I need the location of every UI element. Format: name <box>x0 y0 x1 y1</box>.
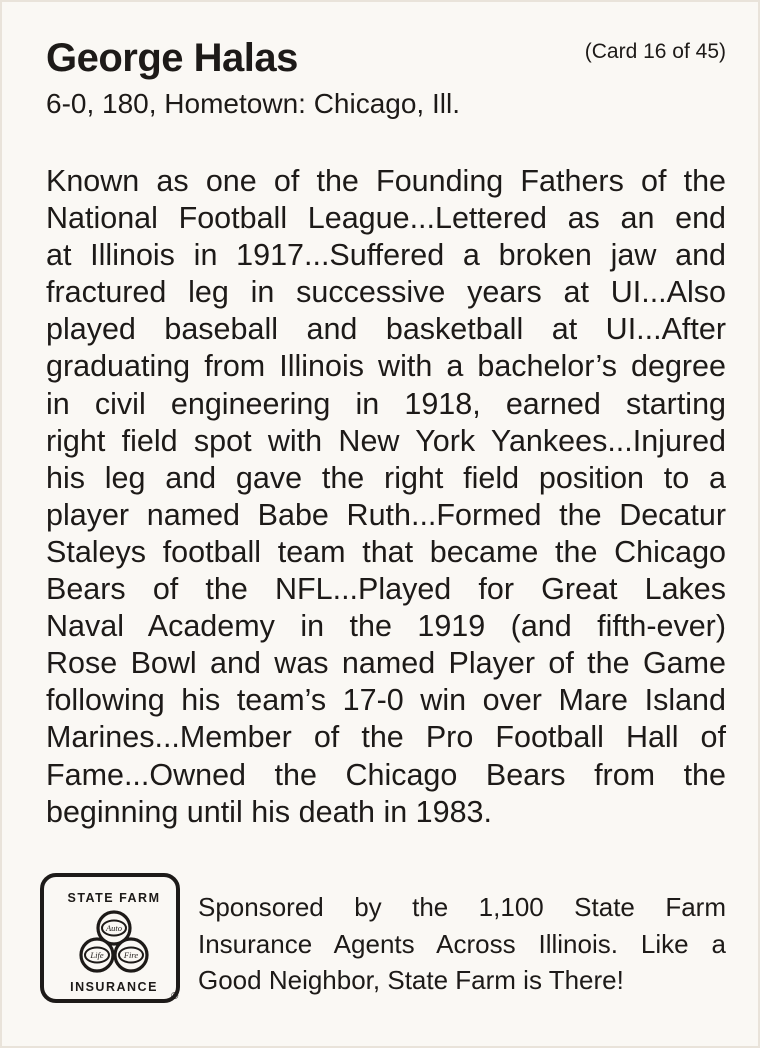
sponsor-line: Sponsored by the 1,100 State Farm <box>198 892 726 922</box>
bio-line: right field spot with New York Yankees...Injured <box>46 423 726 458</box>
bio-line: Naval Academy in the 1919 (and fifth-ever) <box>46 609 726 644</box>
ring-auto-label: Auto <box>105 923 123 933</box>
card-number: (Card 16 of 45) <box>584 40 726 63</box>
state-farm-logo <box>40 873 186 1009</box>
bio-line: Bears of the NFL...Played for Great Lakes <box>46 572 726 607</box>
bio-line: played baseball and basketball at UI...After <box>46 312 726 347</box>
sponsor-text <box>198 889 726 999</box>
bio-line: Marines...Member of the Pro Football Hall of <box>46 720 726 755</box>
bio-line: fractured leg in successive years at UI...Also <box>46 275 726 310</box>
logo-top-text: STATE FARM <box>67 891 161 905</box>
bio-line: following his team’s 17-0 win over Mare Island <box>46 683 726 718</box>
bio-line: Known as one of the Founding Fathers of the <box>46 164 726 198</box>
bio-line: Rose Bowl and was named Player of the Game <box>46 646 726 681</box>
bio-line: Staleys football team that became the Chicago <box>46 534 726 569</box>
bio-line: in civil engineering in 1918, earned starting <box>46 386 726 421</box>
bio-line: at Illinois in 1917...Suffered a broken jaw and <box>46 238 726 273</box>
logo-bottom-text: INSURANCE <box>70 980 158 994</box>
sponsor-line: Good Neighbor, State Farm is There! <box>198 965 624 995</box>
bio-line: graduating from Illinois with a bachelor’s degree <box>46 349 726 384</box>
bio-line: beginning until his death in 1983. <box>46 794 492 829</box>
ring-fire-label: Fire <box>123 950 139 960</box>
bio-line: his leg and gave the right field position to a <box>46 460 726 495</box>
player-biography <box>46 163 726 831</box>
logo-frame <box>40 873 180 1003</box>
player-stats: 6-0, 180, Hometown: Chicago, Ill. <box>46 88 460 119</box>
registered-mark: ® <box>171 991 179 1002</box>
bio-line: National Football League...Lettered as an end <box>46 201 726 236</box>
bio-line: player named Babe Ruth...Formed the Decatur <box>46 497 726 532</box>
ring-life-label: Life <box>90 950 104 960</box>
bio-line: Fame...Owned the Chicago Bears from the <box>46 757 726 792</box>
player-name: George Halas <box>46 36 298 80</box>
three-ovals-icon <box>74 909 154 975</box>
sponsor-line: Insurance Agents Across Illinois. Like a <box>198 928 726 959</box>
